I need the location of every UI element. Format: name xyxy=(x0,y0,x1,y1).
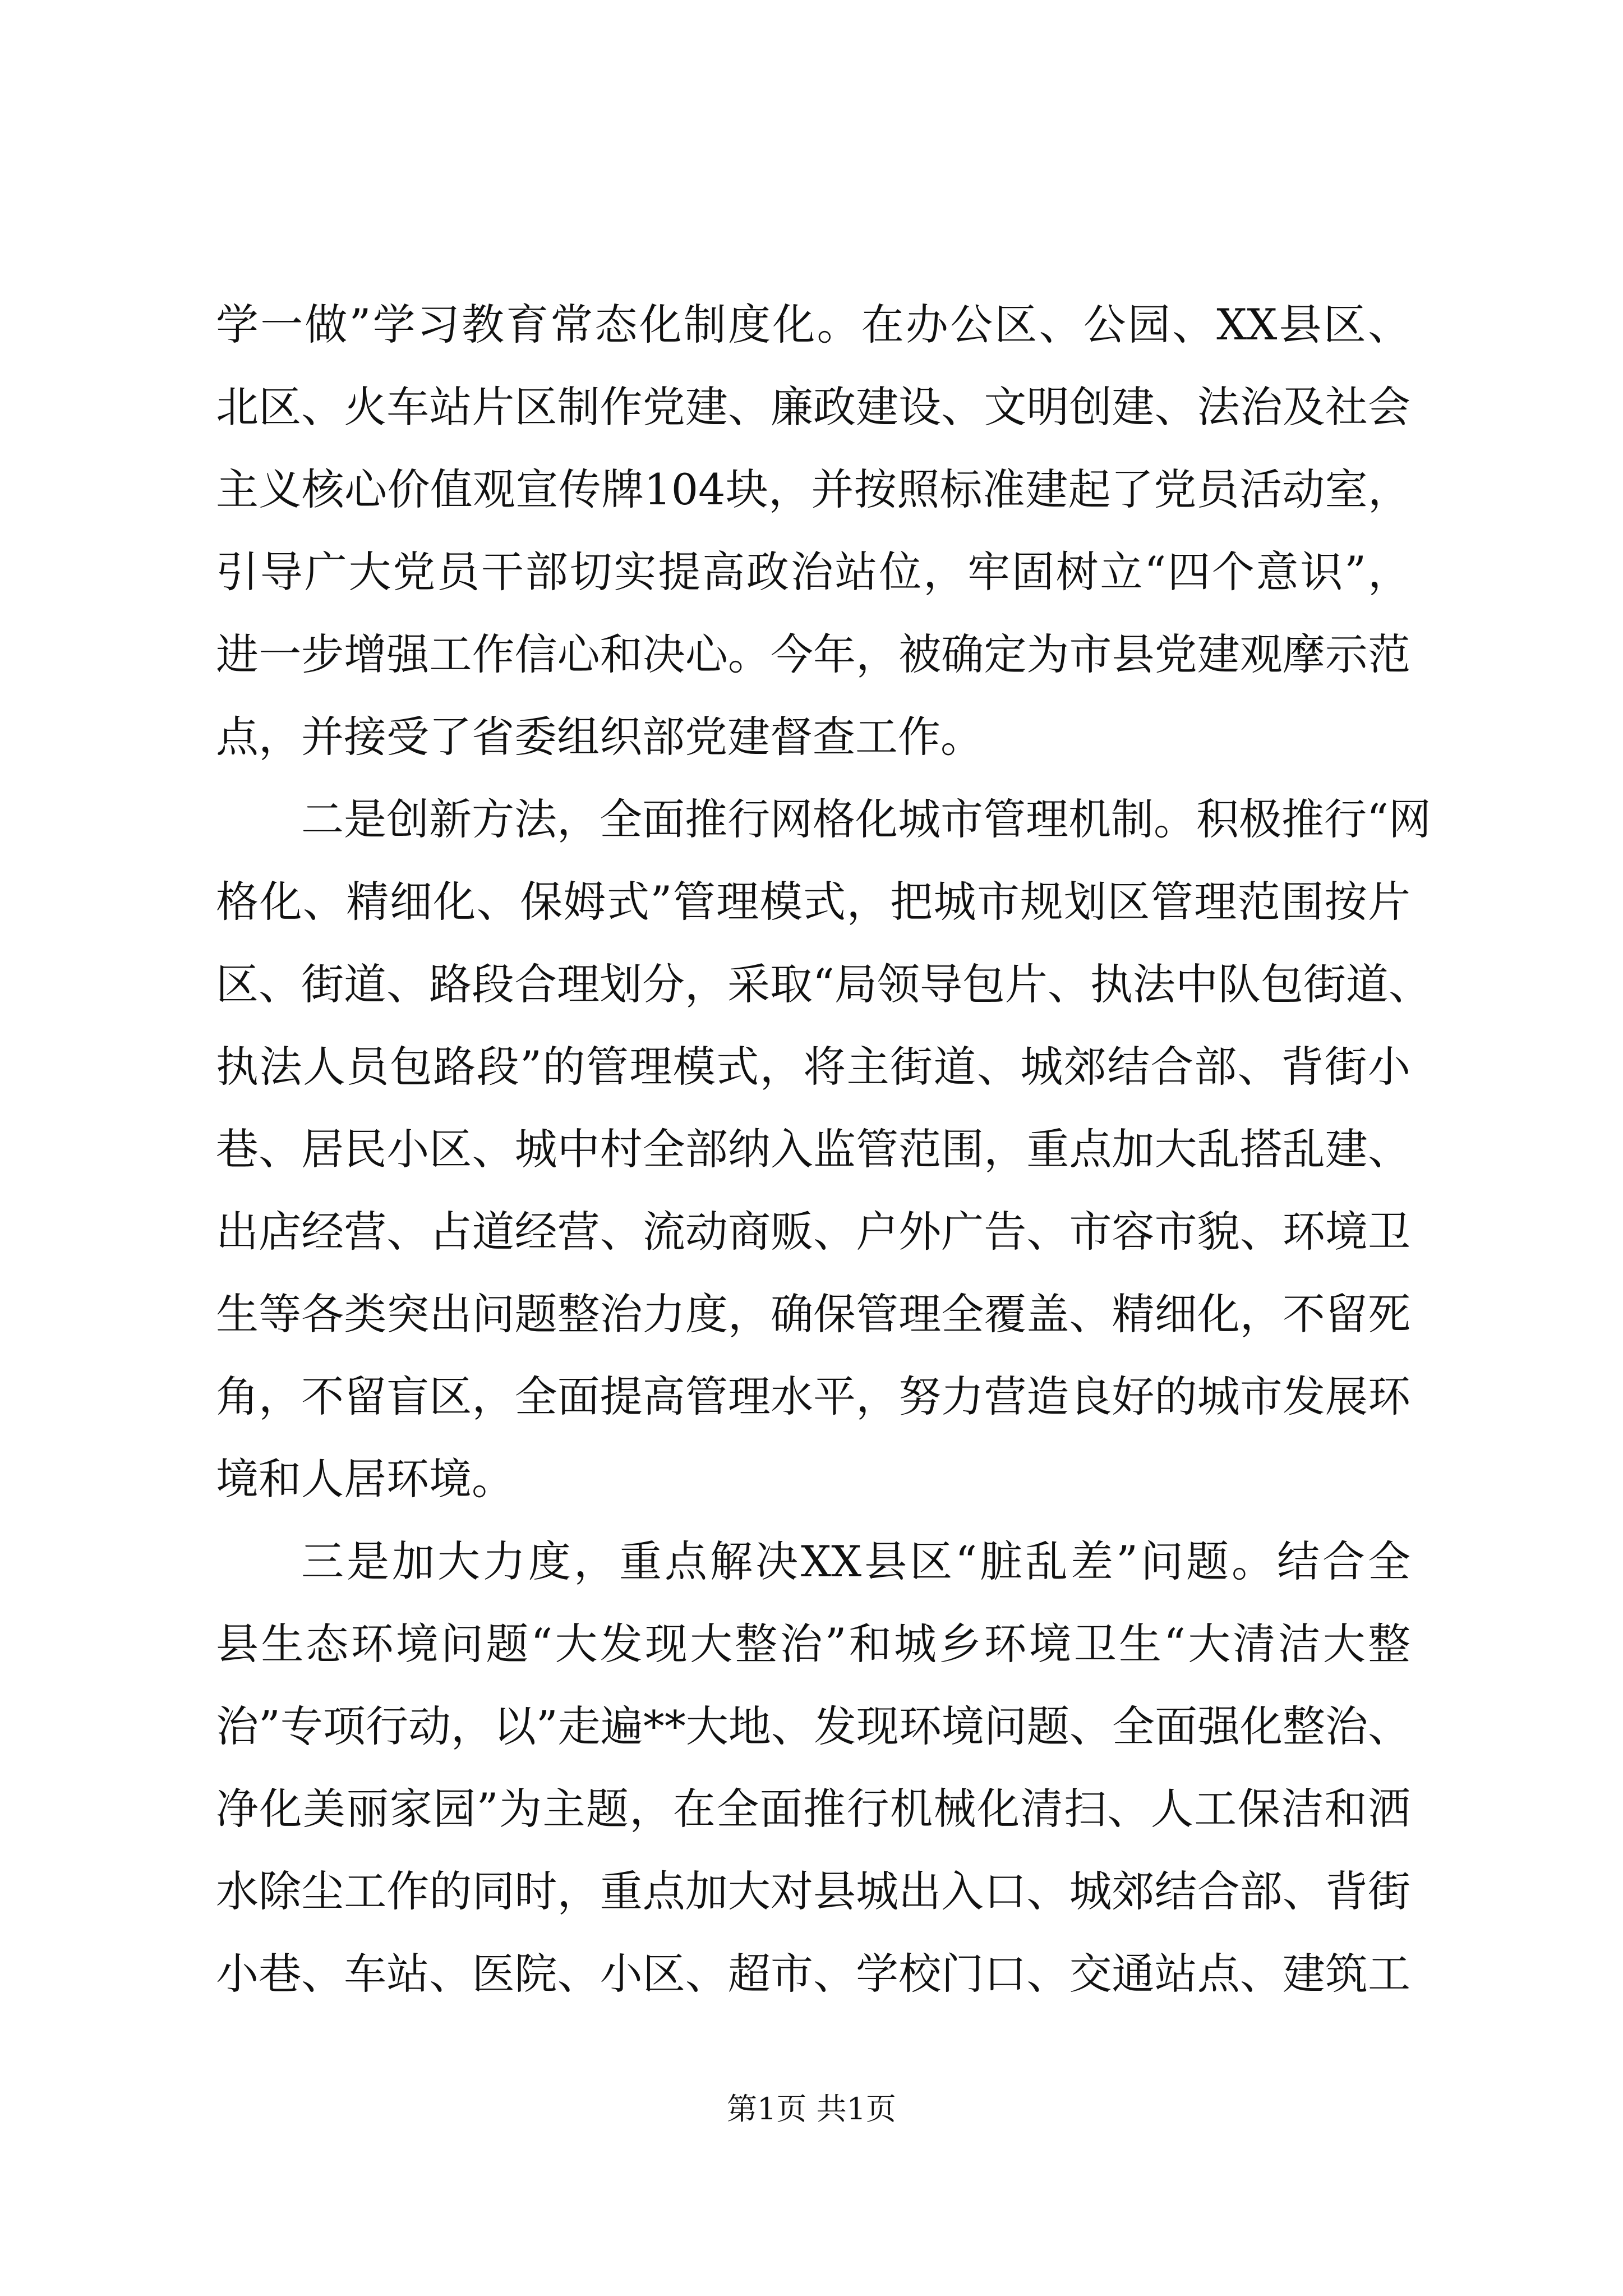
text-line: 北区、火车站片区制作党建、廉政建设、文明创建、法治及社会 xyxy=(216,382,1410,432)
text-line: 主义核心价值观宣传牌104块，并按照标准建起了党员活动室， xyxy=(216,464,1410,514)
text-line: 小巷、车站、医院、小区、超市、学校门口、交通站点、建筑工 xyxy=(216,1949,1410,1999)
page-footer: 第1页 共1页 xyxy=(727,2091,896,2127)
text-line: 执法人员包路段”的管理模式，将主街道、城郊结合部、背街小 xyxy=(216,1042,1410,1092)
text-line: 巷、居民小区、城中村全部纳入监管范围，重点加大乱搭乱建、 xyxy=(216,1124,1410,1174)
text-line: 净化美丽家园”为主题，在全面推行机械化清扫、人工保洁和洒 xyxy=(216,1784,1410,1834)
document-body xyxy=(216,283,1431,2015)
text-line: 学一做”学习教育常态化制度化。在办公区、公园、XX县区、 xyxy=(216,300,1410,349)
text-line: 区、街道、路段合理划分，采取“局领导包片、执法中队包街道、 xyxy=(216,959,1431,1009)
text-line: 格化、精细化、保姆式”管理模式，把城市规划区管理范围按片 xyxy=(216,877,1410,927)
text-line: 水除尘工作的同时，重点加大对县城出入口、城郊结合部、背街 xyxy=(216,1866,1410,1916)
text-line: 二是创新方法，全面推行网格化城市管理机制。积极推行“网 xyxy=(301,794,1431,844)
text-line: 境和人居环境。 xyxy=(216,1454,514,1504)
text-line: 引导广大党员干部切实提高政治站位，牢固树立“四个意识”， xyxy=(216,547,1410,597)
text-line: 出店经营、占道经营、流动商贩、户外广告、市容市貌、环境卫 xyxy=(216,1207,1410,1257)
text-line: 进一步增强工作信心和决心。今年，被确定为市县党建观摩示范 xyxy=(216,629,1410,679)
text-line: 三是加大力度，重点解决XX县区“脏乱差”问题。结合全 xyxy=(301,1536,1410,1586)
text-line: 点，并接受了省委组织部党建督查工作。 xyxy=(216,712,983,762)
text-line: 县生态环境问题“大发现大整治”和城乡环境卫生“大清洁大整 xyxy=(216,1619,1410,1669)
text-line: 生等各类突出问题整治力度，确保管理全覆盖、精细化，不留死 xyxy=(216,1289,1410,1339)
text-line: 角，不留盲区，全面提高管理水平，努力营造良好的城市发展环 xyxy=(216,1372,1410,1421)
text-line: 治”专项行动，以”走遍**大地、发现环境问题、全面强化整治、 xyxy=(216,1701,1410,1751)
